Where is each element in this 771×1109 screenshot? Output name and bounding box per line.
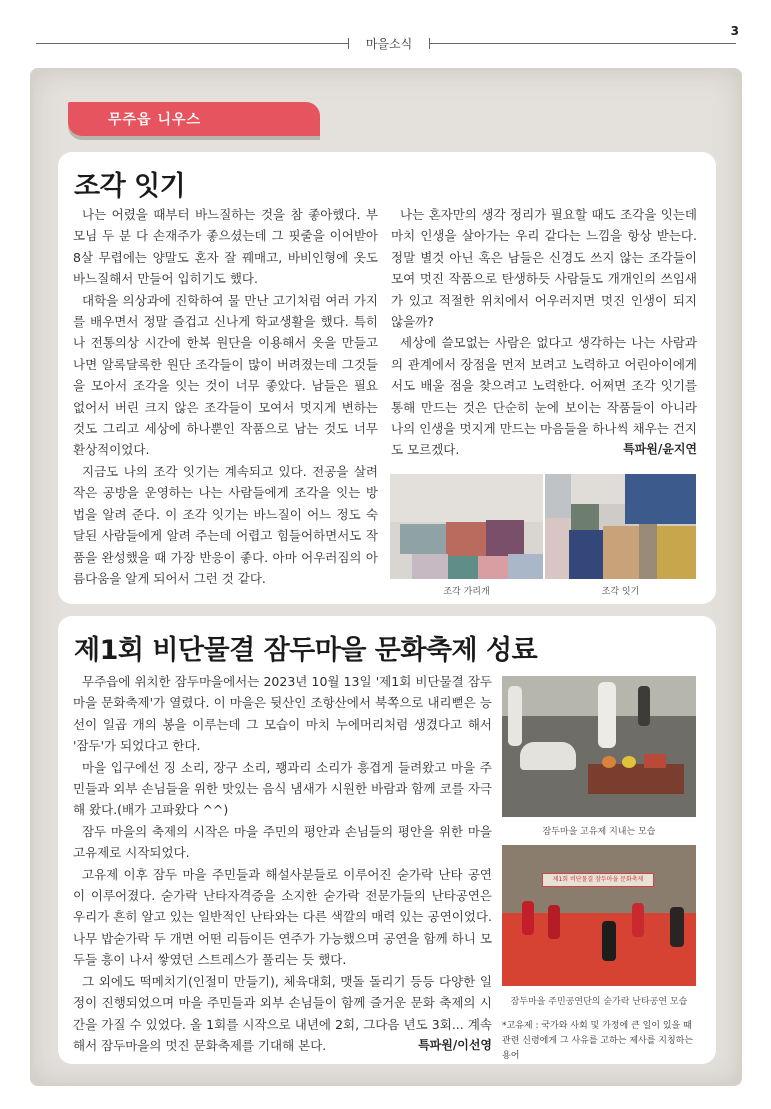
ritual-photo [502, 676, 696, 817]
article2-title: 제1회 비단물결 잠두마을 문화축제 성료 [74, 635, 538, 666]
article1-paragraph: 나는 혼자만의 생각 정리가 필요할 때도 조각을 잇는데 마치 인생을 살아가는 우리 같다는 느낌을 항상 받는다. 정말 별것 아닌 혹은 남들은 신경도 쓰지 않는 조각들이 모여 멋진 작품으로 탄생하듯 사람들도 개개인의 쓰임새가 있고 적절한 위치에서 어우러지면 멋진 인생이 되지 않을까? [391, 207, 697, 330]
quilt-patch [545, 474, 571, 518]
quilt-joining-caption: 조각 잇기 [601, 587, 640, 597]
quilt-patch [625, 474, 696, 524]
quilt-patch [639, 524, 657, 579]
performance-caption: 잠두마을 주민공연단의 숟가락 난타공연 모습 [510, 997, 688, 1007]
article2-column [73, 671, 492, 1056]
article1-paragraph [391, 332, 697, 460]
quilt-patch [390, 474, 543, 522]
performer-figure [670, 907, 684, 947]
quilt-joining-photo [545, 474, 696, 579]
article2-paragraph: 마을 입구에선 징 소리, 장구 소리, 꽹과리 소리가 흥겹게 들려왔고 마을 주민들과 외부 손님들을 위한 맛있는 음식 냄새가 시원한 바람과 함께 코를 자극해 왔다.(배가 고파왔다 ^^) [73, 759, 492, 818]
quilt-patch [545, 518, 569, 579]
section-title: 마을소식 [365, 37, 413, 51]
food-offering [644, 754, 666, 768]
footnote: *고유제 : 국가와 사회 및 가정에 큰 일이 있을 때 관련 신령에게 그 사유를 고하는 제사를 지칭하는 용어 [502, 1021, 694, 1061]
article1-column-right [391, 204, 697, 461]
performer-figure [548, 905, 560, 939]
page-number: 3 [730, 24, 739, 38]
food-offering [622, 756, 636, 768]
quilt-patch [571, 474, 625, 504]
ritual-table [588, 764, 684, 794]
article1-paragraph-text: 세상에 쓸모없는 사람은 없다고 생각하는 나는 사람과의 관계에서 장점을 먼저 보려고 노력하고 어린아이에게서도 배울 점을 찾으려고 노력한다. 어쩌면 조각 잇기를 통해 만드는 것은 단순히 눈에 보이는 작품들이 아니라 나의 인생을 멋지게 만드는 마음들을 하나씩 채우는 건지도 모르겠다. [391, 335, 697, 458]
header-rule-left [36, 43, 348, 44]
quilt-patch [569, 530, 603, 579]
person-figure [508, 686, 522, 746]
quilt-patch [571, 504, 599, 530]
quilt-patch [478, 556, 508, 579]
quilt-patch [446, 522, 486, 556]
article1-byline: 특파원/윤지연 [623, 442, 697, 457]
quilt-patch [657, 526, 696, 579]
article1-paragraph: 지금도 나의 조각 잇기는 계속되고 있다. 전공을 살려 작은 공방을 운영하는 나는 사람들에게 조각을 잇는 방법을 알려 준다. 이 조각 잇기는 바느질이 어느 정도 숙달된 사람들에게 알려 주는데 어렵고 힘들어하면서도 작품을 완성했을 때 가장 반응이 좋다. 아마 어우러짐의 아름다움을 알게 되어서 그런 것 같다. [73, 463, 378, 586]
article2-paragraph: 무주읍에 위치한 잠두마을에서는 2023년 10월 13일 '제1회 비단물결 잠두마을 문화축제'가 열렸다. 이 마을은 뒷산인 조항산에서 북쪽으로 내리뻗은 능선이 일곱 개의 봉을 이루는데 그 모습이 마치 누에머리처럼 생겼다고 해서 '잠두'가 되었다고 한다. [73, 674, 492, 754]
performance-photo [502, 845, 696, 986]
article1-column-left [73, 204, 378, 589]
quilt-screen-caption: 조각 가리개 [443, 587, 490, 597]
bowing-person [520, 742, 576, 770]
quilt-screen-photo [390, 474, 543, 579]
quilt-patch [486, 520, 524, 556]
quilt-patch [400, 524, 446, 554]
performer-figure [632, 903, 644, 937]
article1-paragraph: 나는 어렸을 때부터 바느질하는 것을 참 좋아했다. 부모님 두 분 다 손재주가 좋으셨는데 그 핏줄을 이어받아 8살 무렵에는 양말도 혼자 잘 꿰매고, 바비인형에 옷도 바느질해서 만들어 입히기도 했다. [73, 207, 378, 287]
festival-banner: 제1회 비단물결 잠두마을 문화축제 [542, 873, 654, 887]
article2-paragraph: 고유제 이후 잠두 마을 주민들과 해설사분들로 이루어진 숟가락 난타 공연이 이루어졌다. 숟가락 난타자격증을 소지한 숟가락 전문가들의 난타공연은 우리가 흔히 알고 있는 일반적인 난타와는 다른 색깔의 매력 있는 공연이었다. 나무 밥숟가락 두 개면 어떤 리듬이든 연주가 가능했으며 공연을 함께 하니 모두들 흥이 나서 쌓였던 스트레스가 풀리는 듯 했다. [73, 866, 492, 968]
article1-title: 조각 잇기 [74, 171, 186, 202]
food-offering [602, 756, 616, 768]
article2-paragraph: 잠두 마을의 축제의 시작은 마을 주민의 평안과 손님들의 평안을 위한 마을 고유제로 시작되었다. [73, 823, 492, 861]
performer-figure [602, 921, 616, 961]
article2-paragraph [73, 971, 492, 1057]
quilt-patch [412, 554, 448, 579]
header-rule-right [430, 43, 736, 44]
article2-byline: 특파원/이선영 [418, 1037, 492, 1052]
quilt-patch [603, 526, 639, 579]
ritual-caption: 잠두마을 고유제 지내는 모습 [542, 827, 656, 837]
quilt-patch [448, 556, 478, 579]
article1-paragraph: 대학을 의상과에 진학하여 물 만난 고기처럼 여러 가지를 배우면서 정말 즐겁고 신나게 학교생활을 했다. 특히 나 전통의상 시간에 한복 원단을 이용해서 옷을 만들고 나면 알록달록한 원단 조각들이 많이 버려졌는데 그것들을 모아서 조각을 잇는 것이 너무 좋았다. 남들은 필요 없어서 버린 크지 않은 조각들이 모여서 멋지게 변하는 것도 그리고 세상에 하나뿐인 작품으로 남는 것도 너무 환상적이었다. [73, 292, 378, 458]
article2-paragraph-text: 그 외에도 떡메치기(인절미 만들기), 체육대회, 맷돌 돌리기 등등 다양한 일정이 진행되었으며 마을 주민들과 외부 손님들이 함께 즐거운 문화 축제의 시간을 가질 수 있었다. 올 1회를 시작으로 내년에 2회, 그다음 년도 3회... 계속해서 잠두마을의 멋진 문화축제를 기대해 본다. [73, 973, 492, 1053]
quilt-patch [508, 554, 543, 579]
performer-figure [522, 901, 534, 935]
news-tag: 무주읍 니우스 [68, 102, 320, 136]
person-figure [638, 686, 650, 726]
person-figure [598, 682, 616, 748]
